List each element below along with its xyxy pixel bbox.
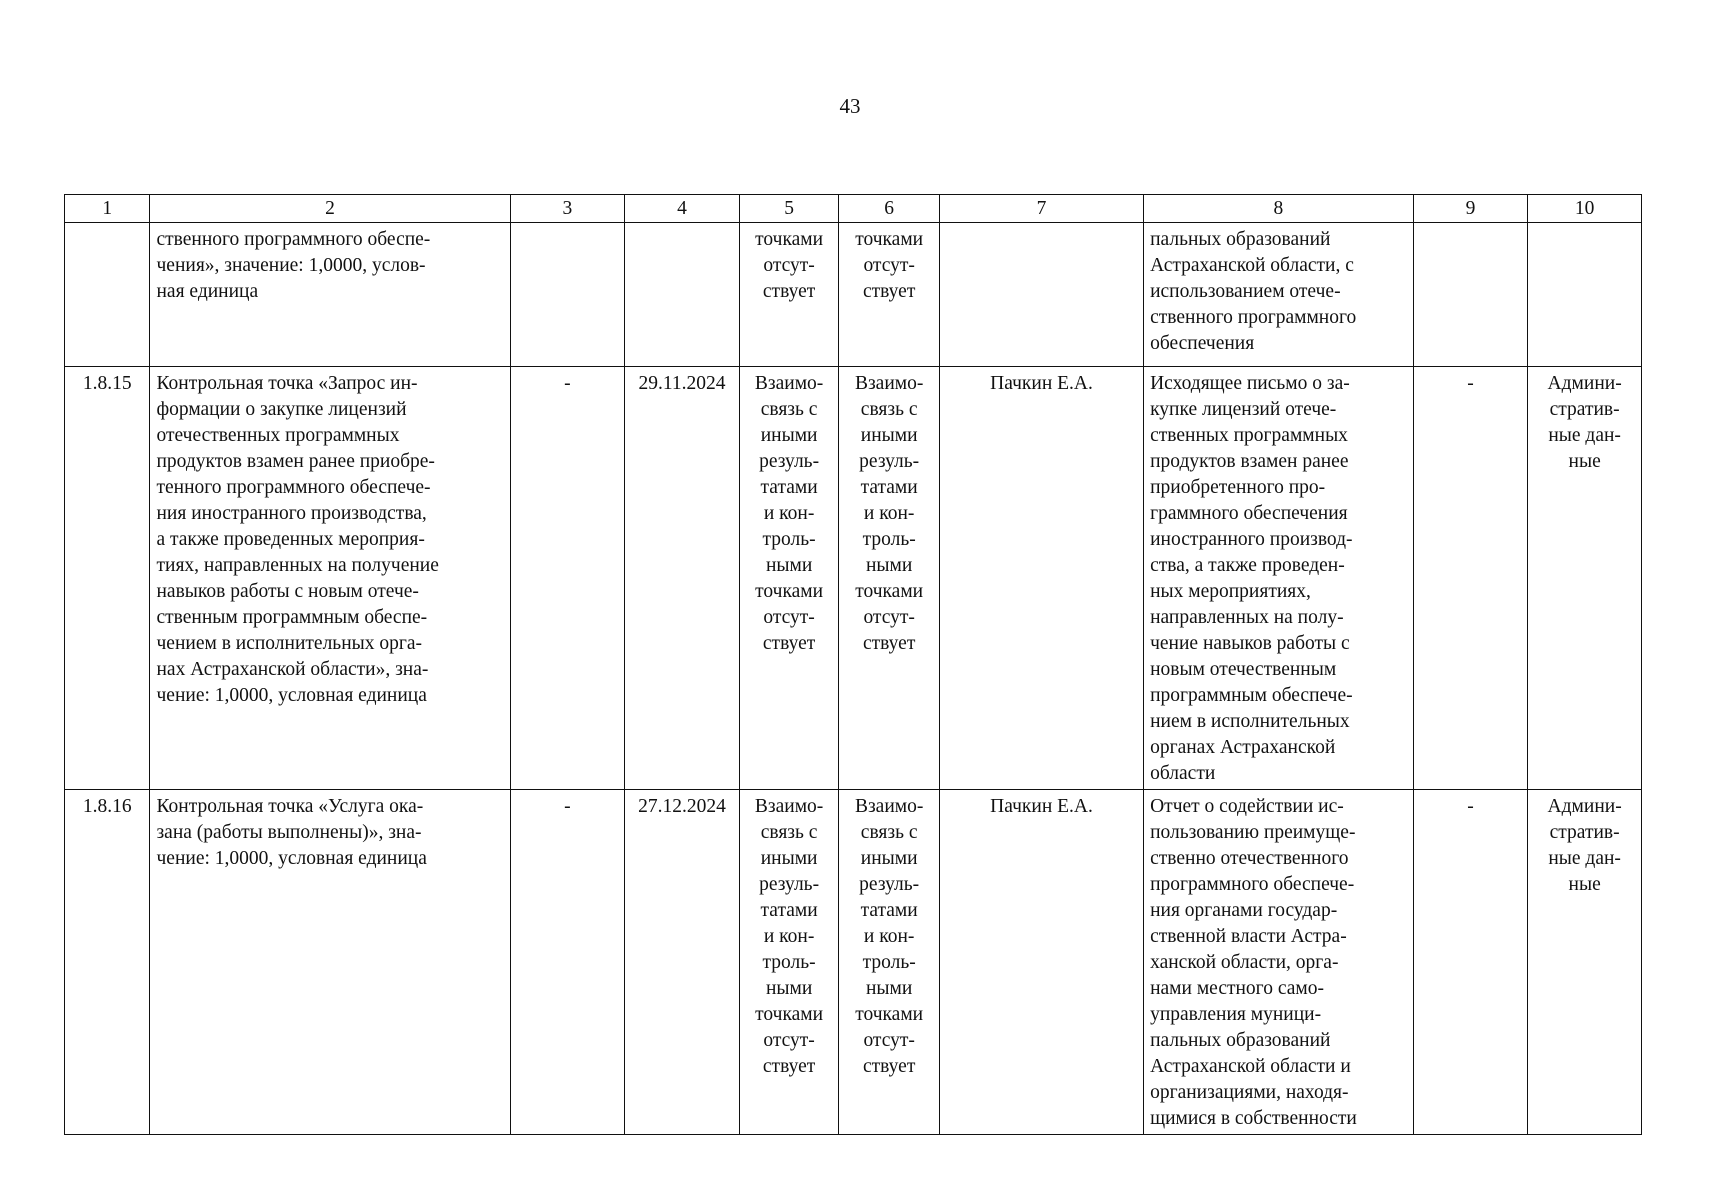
source-cell [1528,367,1642,790]
description-text: Контрольная точка «Услуга ока- зана (работы выполнены)», зна- чение: 1,0000, условная единица [156,796,427,869]
col6-text: точками отсут- ствует [855,229,924,302]
column-header-6: 6 [839,195,940,223]
col3-cell: - [510,790,625,1135]
document-text: Исходящее письмо о за- купке лицензий отече- ственных программных продуктов взамен ранее приобретенного про- граммного обеспечения иностранного производ- ства, а также проведен- ных мероприятиях, направленных на полу- чение навыков работы с новым отечественным программным обеспече- нием в исполнительных органах Астраханской области [1150,373,1353,784]
col6-cell [839,790,940,1135]
col5-text: Взаимо- связь с иными резуль- татами и кон- троль- ными точками отсут- ствует [754,373,824,654]
col6-cell [839,223,940,367]
description-cell [150,790,510,1135]
responsible-cell [939,223,1143,367]
column-header-8: 8 [1144,195,1414,223]
col5-cell [739,790,839,1135]
col9-cell [1413,223,1528,367]
col9-cell: - [1413,367,1528,790]
source-text: Админи- стратив- ные дан- ные [1547,373,1622,472]
col6-text: Взаимо- связь с иными резуль- татами и кон- троль- ными точками отсут- ствует [854,796,924,1077]
table-row-continuation [65,223,1642,367]
description-text: ственного программного обеспе- чения», значение: 1,0000, услов- ная единица [156,229,431,302]
column-header-2: 2 [150,195,510,223]
col5-cell [739,223,839,367]
description-cell [150,367,510,790]
column-header-7: 7 [939,195,1143,223]
col3-cell [510,223,625,367]
col6-text: Взаимо- связь с иными резуль- татами и кон- троль- ными точками отсут- ствует [854,373,924,654]
document-cell [1144,790,1414,1135]
description-cell [150,223,510,367]
responsible-cell: Пачкин Е.А. [939,790,1143,1135]
col9-cell: - [1413,790,1528,1135]
document-cell [1144,223,1414,367]
description-text: Контрольная точка «Запрос ин- формации о закупке лицензий отечественных программных продуктов взамен ранее приобре- тенного программного обеспече- ния иностранного производства, а также проведенных мероприя- тиях, направленных на получение навыков работы с новым отече- ственным программным обеспе- чением в исполнительных орга- нах Астраханской области», зна- чение: 1,0000, условная единица [156,373,439,706]
col5-cell [739,367,839,790]
source-cell [1528,790,1642,1135]
row-number-cell: 1.8.16 [65,790,150,1135]
row-number-cell: 1.8.15 [65,367,150,790]
date-cell [625,223,740,367]
col5-text: точками отсут- ствует [755,229,824,302]
responsible-cell: Пачкин Е.А. [939,367,1143,790]
date-cell: 29.11.2024 [625,367,740,790]
date-cell: 27.12.2024 [625,790,740,1135]
column-header-3: 3 [510,195,625,223]
col5-text: Взаимо- связь с иными резуль- татами и кон- троль- ными точками отсут- ствует [754,796,824,1077]
page-number: 43 [839,94,861,118]
column-header-4: 4 [625,195,740,223]
source-text: Админи- стратив- ные дан- ные [1547,796,1622,895]
document-text: Отчет о содействии ис- пользованию преимуще- ственно отечественного программного обеспече- ния органами государ- ственной власти Астра- ханской области, орга- нами местного само- управления муници- пальных образований Астраханской области и организациями, находя- щимися в собственности [1150,796,1357,1129]
document-cell [1144,367,1414,790]
data-table [64,194,1642,1135]
col6-cell [839,367,940,790]
row-number-cell [65,223,150,367]
table-row-1-8-15 [65,367,1642,790]
column-header-1: 1 [65,195,150,223]
column-header-10: 10 [1528,195,1642,223]
table-row-1-8-16 [65,790,1642,1135]
column-header-5: 5 [739,195,839,223]
column-header-9: 9 [1413,195,1528,223]
source-cell [1528,223,1642,367]
column-number-header-row [65,195,1642,223]
document-text: пальных образований Астраханской области, с использованием отече- ственного программного обеспечения [1150,229,1357,354]
col3-cell: - [510,367,625,790]
